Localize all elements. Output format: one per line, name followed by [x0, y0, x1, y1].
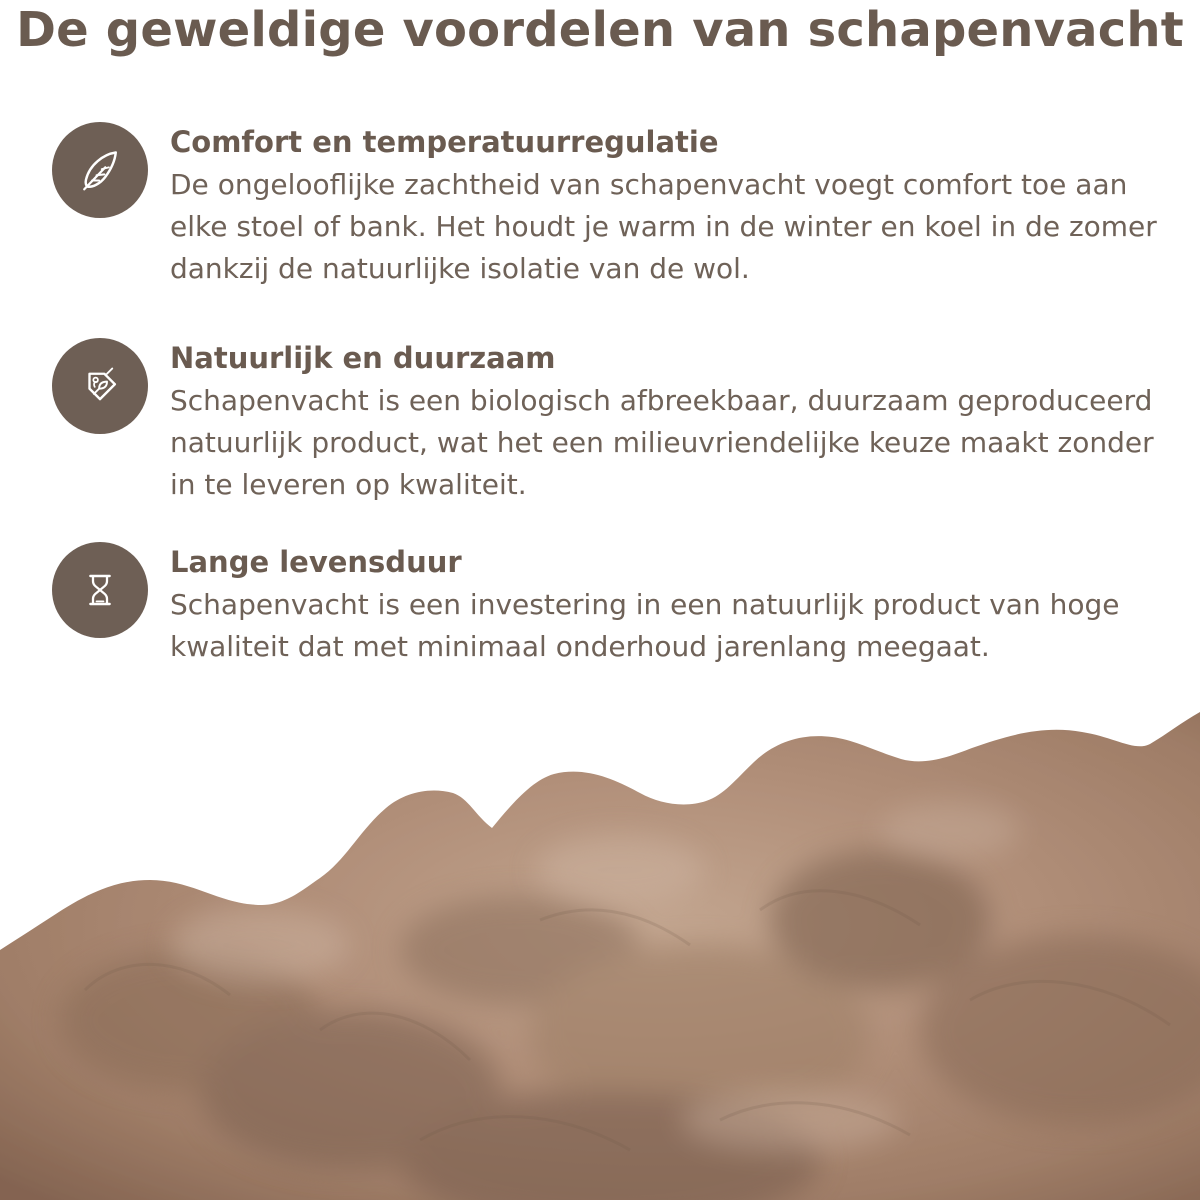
feature-heading: Lange levensduur — [170, 545, 462, 579]
eco-tag-icon — [52, 338, 148, 434]
feature-text — [170, 122, 1160, 290]
page-title: De geweldige voordelen van schapenvacht — [16, 2, 1184, 58]
feature-description: Schapenvacht is een biologisch afbreekbaar, duurzaam geproduceerd natuurlijk product, wat het een milieuvriendelijke keuze maakt zonder in te leveren op kwaliteit. — [170, 384, 1154, 501]
feature-text — [170, 542, 1160, 668]
feature-text — [170, 338, 1160, 506]
feature-description: Schapenvacht is een investering in een natuurlijk product van hoge kwaliteit dat met minimaal onderhoud jarenlang meegaat. — [170, 588, 1120, 663]
feature-description: De ongelooflijke zachtheid van schapenvacht voegt comfort toe aan elke stoel of bank. Het houdt je warm in de winter en koel in de zomer dankzij de natuurlijke isolatie van de wol. — [170, 168, 1157, 285]
feature-heading: Comfort en temperatuurregulatie — [170, 125, 719, 159]
hourglass-icon — [52, 542, 148, 638]
feature-heading: Natuurlijk en duurzaam — [170, 341, 556, 375]
feather-icon — [52, 122, 148, 218]
sheepskin-fur-image — [0, 700, 1200, 1200]
